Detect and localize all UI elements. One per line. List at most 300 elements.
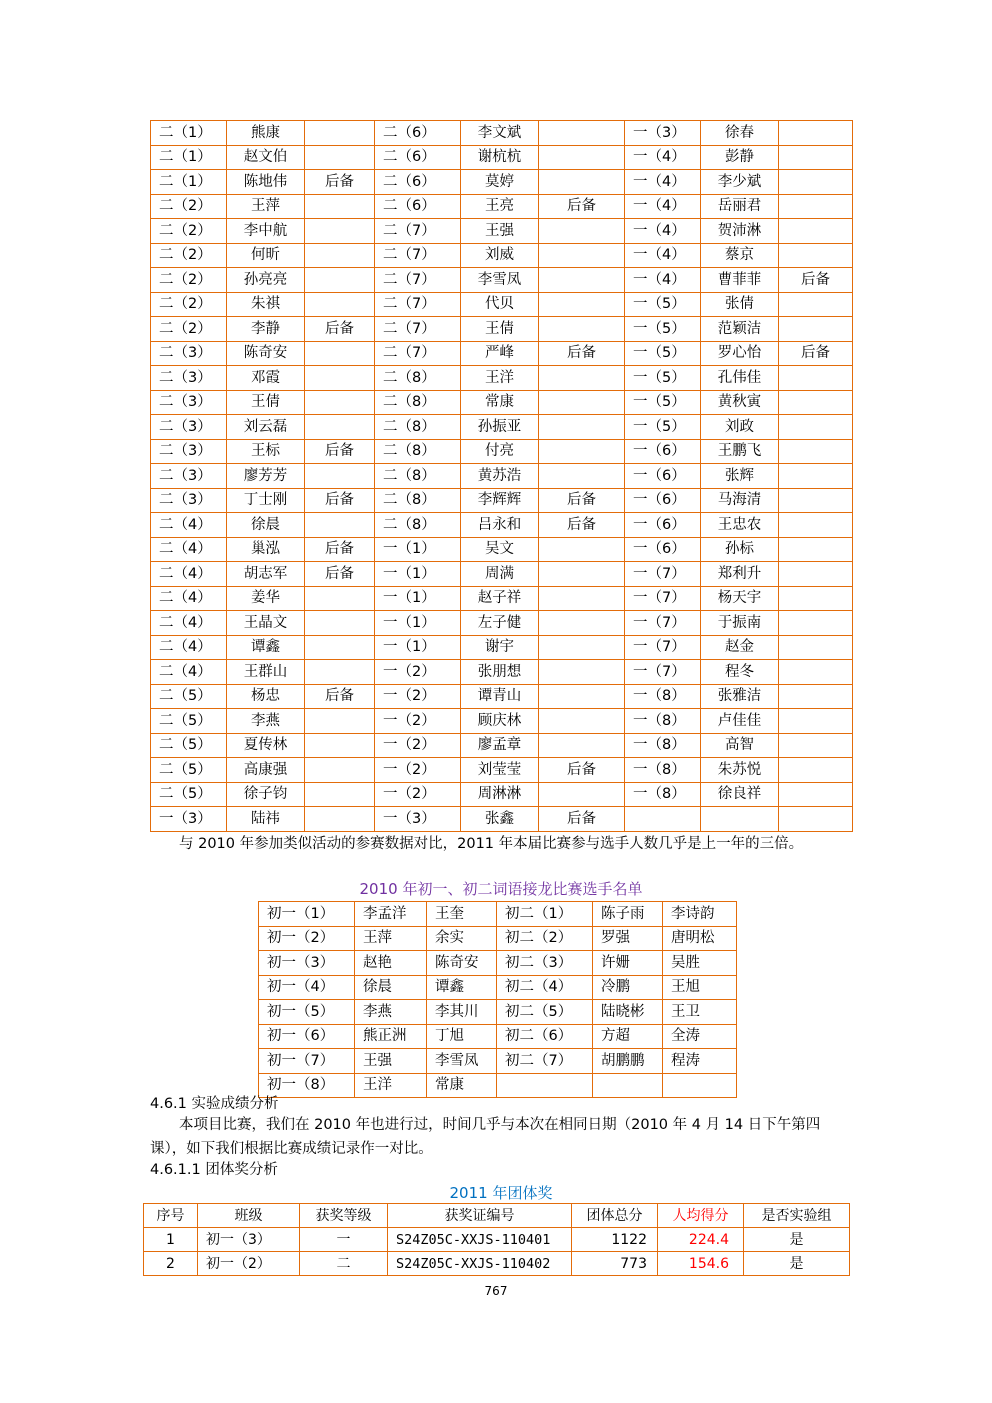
table-cell: 一（1） <box>375 537 461 562</box>
table-cell: 李燕 <box>355 1000 427 1025</box>
table-cell <box>539 684 625 709</box>
table-cell <box>539 170 625 195</box>
roster-row <box>151 758 853 783</box>
table-cell <box>539 219 625 244</box>
table-cell: 胡鹏鹏 <box>593 1049 663 1074</box>
table-cell <box>305 390 375 415</box>
table-cell: 王萍 <box>227 194 305 219</box>
table-cell: 王倩 <box>461 317 539 342</box>
list-2010-row <box>259 1049 737 1074</box>
table-cell: 后备 <box>305 488 375 513</box>
table-cell <box>539 145 625 170</box>
table-cell: 一（4） <box>625 268 701 293</box>
table-cell <box>539 317 625 342</box>
table-cell <box>625 807 701 832</box>
table-cell: 黄秋寅 <box>701 390 779 415</box>
table-cell: 赵金 <box>701 635 779 660</box>
table-cell: 谢杭杭 <box>461 145 539 170</box>
roster-row <box>151 415 853 440</box>
table-cell <box>305 758 375 783</box>
table-cell: 代贝 <box>461 292 539 317</box>
table-cell <box>539 562 625 587</box>
table-cell: S24Z05C-XXJS-110402 <box>388 1252 572 1276</box>
table-cell: 初一（8） <box>259 1073 355 1098</box>
table-cell: 224.4 <box>658 1228 744 1252</box>
table-cell <box>539 439 625 464</box>
table-cell: 杨忠 <box>227 684 305 709</box>
table-cell: 初二（5） <box>497 1000 593 1025</box>
table-cell: 1122 <box>572 1228 658 1252</box>
roster-row <box>151 513 853 538</box>
header-class: 班级 <box>198 1204 300 1228</box>
roster-row <box>151 537 853 562</box>
table-cell <box>305 145 375 170</box>
table-cell: 初一（6） <box>259 1024 355 1049</box>
section-heading-4-6-1: 4.6.1 实验成绩分析 <box>150 1096 279 1112</box>
list-2010-caption: 2010 年初一、初二词语接龙比赛选手名单 <box>359 880 643 898</box>
table-cell: 二（3） <box>151 464 227 489</box>
table-cell: 常康 <box>461 390 539 415</box>
roster-row <box>151 170 853 195</box>
table-cell: 一（1） <box>375 562 461 587</box>
roster-body <box>151 121 853 832</box>
table-cell: 王强 <box>355 1049 427 1074</box>
roster-row <box>151 268 853 293</box>
table-cell <box>305 709 375 734</box>
table-cell: 初二（3） <box>497 951 593 976</box>
table-cell: 二（8） <box>375 488 461 513</box>
table-cell: 王晶文 <box>227 611 305 636</box>
header-index: 序号 <box>144 1204 198 1228</box>
table-cell: 刘政 <box>701 415 779 440</box>
table-cell <box>779 537 853 562</box>
table-cell <box>663 1073 737 1098</box>
table-cell <box>779 635 853 660</box>
table-cell: 后备 <box>539 341 625 366</box>
table-cell <box>779 807 853 832</box>
table-cell: 初一（1） <box>259 902 355 927</box>
table-cell: 一（5） <box>625 317 701 342</box>
table-cell: S24Z05C-XXJS-110401 <box>388 1228 572 1252</box>
table-cell: 张朋想 <box>461 660 539 685</box>
table-cell: 王群山 <box>227 660 305 685</box>
table-cell <box>539 268 625 293</box>
table-cell: 黄苏浩 <box>461 464 539 489</box>
roster-row <box>151 243 853 268</box>
table-cell: 一（6） <box>625 488 701 513</box>
table-cell: 二（4） <box>151 537 227 562</box>
table-cell: 王洋 <box>461 366 539 391</box>
table-cell <box>779 390 853 415</box>
table-cell: 二（8） <box>375 366 461 391</box>
table-cell: 何昕 <box>227 243 305 268</box>
table-cell: 朱祺 <box>227 292 305 317</box>
table-cell: 熊康 <box>227 121 305 146</box>
table-cell: 丁士刚 <box>227 488 305 513</box>
table-cell: 二（7） <box>375 243 461 268</box>
table-cell: 陈奇安 <box>227 341 305 366</box>
list-2010-body <box>259 902 737 1098</box>
table-cell: 一（3） <box>625 121 701 146</box>
table-cell: 二（2） <box>151 219 227 244</box>
table-cell: 二（4） <box>151 586 227 611</box>
table-cell: 贺沛淋 <box>701 219 779 244</box>
roster-row <box>151 635 853 660</box>
table-cell: 一（7） <box>625 562 701 587</box>
table-cell <box>779 709 853 734</box>
table-cell: 后备 <box>539 513 625 538</box>
table-cell: 张辉 <box>701 464 779 489</box>
table-cell: 二（2） <box>151 268 227 293</box>
table-cell <box>539 660 625 685</box>
roster-row <box>151 145 853 170</box>
table-cell: 全涛 <box>663 1024 737 1049</box>
table-cell <box>539 733 625 758</box>
table-cell: 二（7） <box>375 292 461 317</box>
table-cell: 程冬 <box>701 660 779 685</box>
table-cell: 莫婷 <box>461 170 539 195</box>
table-cell: 二（3） <box>151 439 227 464</box>
table-cell: 二（4） <box>151 611 227 636</box>
table-cell: 徐晨 <box>227 513 305 538</box>
table-cell: 初一（7） <box>259 1049 355 1074</box>
table-cell: 二（4） <box>151 635 227 660</box>
table-cell: 二（1） <box>151 145 227 170</box>
team-header-row <box>144 1204 850 1228</box>
table-cell: 一（8） <box>625 782 701 807</box>
table-cell: 周淋淋 <box>461 782 539 807</box>
table-cell <box>779 415 853 440</box>
table-cell <box>779 464 853 489</box>
table-cell <box>305 807 375 832</box>
table-cell: 李燕 <box>227 709 305 734</box>
table-cell: 王强 <box>461 219 539 244</box>
table-cell <box>305 782 375 807</box>
table-cell: 王标 <box>227 439 305 464</box>
table-cell: 熊正洲 <box>355 1024 427 1049</box>
table-cell: 一（2） <box>375 733 461 758</box>
table-cell: 曹菲菲 <box>701 268 779 293</box>
table-cell: 一（4） <box>625 243 701 268</box>
table-cell: 二（5） <box>151 709 227 734</box>
table-cell: 二（3） <box>151 341 227 366</box>
table-cell <box>779 562 853 587</box>
table-cell: 赵艳 <box>355 951 427 976</box>
table-cell <box>779 366 853 391</box>
table-cell: 左子健 <box>461 611 539 636</box>
team-row <box>144 1252 850 1276</box>
header-average-score: 人均得分 <box>658 1204 744 1228</box>
table-cell <box>305 586 375 611</box>
table-cell <box>701 807 779 832</box>
table-cell: 谭鑫 <box>227 635 305 660</box>
table-cell <box>305 611 375 636</box>
table-cell: 二（4） <box>151 562 227 587</box>
table-cell <box>779 121 853 146</box>
table-cell: 巢泓 <box>227 537 305 562</box>
table-cell: 后备 <box>305 537 375 562</box>
table-cell: 二（4） <box>151 660 227 685</box>
team-award-caption: 2011 年团体奖 <box>449 1184 553 1202</box>
roster-row <box>151 464 853 489</box>
table-cell: 二（7） <box>375 341 461 366</box>
table-cell <box>539 243 625 268</box>
table-cell: 姜华 <box>227 586 305 611</box>
table-cell: 一（5） <box>625 292 701 317</box>
table-cell <box>305 292 375 317</box>
table-cell: 孔伟佳 <box>701 366 779 391</box>
table-cell: 陈奇安 <box>427 951 497 976</box>
table-cell: 王亮 <box>461 194 539 219</box>
table-cell: 一（2） <box>375 709 461 734</box>
table-cell: 二（8） <box>375 390 461 415</box>
table-cell <box>539 390 625 415</box>
table-cell: 二（2） <box>151 292 227 317</box>
table-cell <box>539 415 625 440</box>
table-cell: 罗强 <box>593 926 663 951</box>
roster-row <box>151 219 853 244</box>
table-cell: 李雪凤 <box>427 1049 497 1074</box>
table-cell: 一（3） <box>375 807 461 832</box>
table-cell: 初一（2） <box>198 1252 300 1276</box>
table-cell: 一（1） <box>375 586 461 611</box>
table-cell <box>779 733 853 758</box>
table-cell: 刘莹莹 <box>461 758 539 783</box>
table-cell: 后备 <box>779 341 853 366</box>
table-cell: 邓霞 <box>227 366 305 391</box>
table-cell: 王忠农 <box>701 513 779 538</box>
table-cell: 余实 <box>427 926 497 951</box>
table-cell: 岳丽君 <box>701 194 779 219</box>
list-2010-row <box>259 1024 737 1049</box>
table-cell: 刘威 <box>461 243 539 268</box>
table-cell: 一（8） <box>625 733 701 758</box>
table-cell <box>779 488 853 513</box>
table-cell: 二（8） <box>375 439 461 464</box>
table-cell <box>539 782 625 807</box>
table-cell: 丁旭 <box>427 1024 497 1049</box>
table-cell <box>539 537 625 562</box>
table-cell: 二（7） <box>375 317 461 342</box>
table-cell: 胡志军 <box>227 562 305 587</box>
table-cell: 刘云磊 <box>227 415 305 440</box>
table-cell: 初一（3） <box>198 1228 300 1252</box>
table-cell: 初一（4） <box>259 975 355 1000</box>
table-cell: 一（2） <box>375 758 461 783</box>
table-cell: 王奎 <box>427 902 497 927</box>
list-2010-table <box>258 901 737 1098</box>
table-cell: 一（1） <box>375 635 461 660</box>
table-cell: 郑利升 <box>701 562 779 587</box>
roster-row <box>151 660 853 685</box>
table-cell: 二（1） <box>151 121 227 146</box>
roster-row <box>151 317 853 342</box>
table-cell: 唐明松 <box>663 926 737 951</box>
table-cell: 严峰 <box>461 341 539 366</box>
table-cell: 后备 <box>305 170 375 195</box>
table-cell: 二（8） <box>375 464 461 489</box>
table-cell: 孙亮亮 <box>227 268 305 293</box>
table-cell: 二（3） <box>151 390 227 415</box>
list-2010-row <box>259 951 737 976</box>
table-cell: 是 <box>744 1252 850 1276</box>
table-cell: 王卫 <box>663 1000 737 1025</box>
table-cell: 初一（2） <box>259 926 355 951</box>
roster-row <box>151 366 853 391</box>
roster-row <box>151 194 853 219</box>
table-cell: 一（7） <box>625 660 701 685</box>
table-cell: 一（8） <box>625 758 701 783</box>
roster-row <box>151 782 853 807</box>
table-cell <box>779 586 853 611</box>
table-cell: 二（2） <box>151 317 227 342</box>
table-cell: 二（6） <box>375 194 461 219</box>
table-cell: 一 <box>300 1228 388 1252</box>
table-cell: 773 <box>572 1252 658 1276</box>
table-cell: 二（5） <box>151 684 227 709</box>
table-cell: 徐春 <box>701 121 779 146</box>
table-cell <box>539 635 625 660</box>
table-cell: 李少斌 <box>701 170 779 195</box>
table-cell: 二 <box>300 1252 388 1276</box>
table-cell: 一（4） <box>625 145 701 170</box>
table-cell: 朱苏悦 <box>701 758 779 783</box>
list-2010-row <box>259 1000 737 1025</box>
table-cell: 154.6 <box>658 1252 744 1276</box>
table-cell <box>779 170 853 195</box>
table-cell <box>779 660 853 685</box>
table-cell: 初二（7） <box>497 1049 593 1074</box>
table-cell: 一（5） <box>625 341 701 366</box>
table-cell: 初二（2） <box>497 926 593 951</box>
table-cell <box>779 684 853 709</box>
table-cell: 彭静 <box>701 145 779 170</box>
table-cell <box>539 366 625 391</box>
roster-row <box>151 488 853 513</box>
header-certificate-number: 获奖证编号 <box>388 1204 572 1228</box>
table-cell: 后备 <box>539 807 625 832</box>
table-cell: 李其川 <box>427 1000 497 1025</box>
table-cell: 二（2） <box>151 194 227 219</box>
table-cell: 徐晨 <box>355 975 427 1000</box>
table-cell: 二（8） <box>375 513 461 538</box>
table-cell: 二（4） <box>151 513 227 538</box>
roster-row <box>151 390 853 415</box>
table-cell: 方超 <box>593 1024 663 1049</box>
table-cell <box>539 292 625 317</box>
roster-row <box>151 611 853 636</box>
table-cell: 李辉辉 <box>461 488 539 513</box>
header-experimental-group: 是否实验组 <box>744 1204 850 1228</box>
table-cell <box>779 513 853 538</box>
table-cell: 孙振亚 <box>461 415 539 440</box>
table-cell: 徐良祥 <box>701 782 779 807</box>
table-cell <box>305 366 375 391</box>
table-cell: 一（5） <box>625 390 701 415</box>
table-cell: 吕永和 <box>461 513 539 538</box>
table-cell: 二（7） <box>375 268 461 293</box>
table-cell: 后备 <box>305 562 375 587</box>
table-cell: 王旭 <box>663 975 737 1000</box>
experiment-paragraph: 本项目比赛，我们在 2010 年也进行过，时间几乎与本次在相同日期（2010 年 4 月 14 日下午第四课），如下我们根据比赛成绩记录作一对比。 <box>150 1117 821 1157</box>
table-cell: 1 <box>144 1228 198 1252</box>
table-cell <box>305 341 375 366</box>
roster-table <box>150 120 853 832</box>
list-2010-row <box>259 902 737 927</box>
table-cell: 赵子祥 <box>461 586 539 611</box>
table-cell: 高康强 <box>227 758 305 783</box>
table-cell: 一（4） <box>625 219 701 244</box>
table-cell: 二（6） <box>375 145 461 170</box>
table-cell: 卢佳佳 <box>701 709 779 734</box>
table-cell <box>305 194 375 219</box>
table-cell: 后备 <box>539 194 625 219</box>
table-cell: 2 <box>144 1252 198 1276</box>
table-cell: 王鹏飞 <box>701 439 779 464</box>
table-cell: 张倩 <box>701 292 779 317</box>
table-cell <box>305 513 375 538</box>
table-cell: 二（1） <box>151 170 227 195</box>
roster-row <box>151 341 853 366</box>
table-cell: 李文斌 <box>461 121 539 146</box>
table-cell: 一（8） <box>625 684 701 709</box>
table-cell: 初二（4） <box>497 975 593 1000</box>
table-cell: 李雪凤 <box>461 268 539 293</box>
table-cell: 马海清 <box>701 488 779 513</box>
table-cell: 后备 <box>539 488 625 513</box>
table-cell: 一（6） <box>625 513 701 538</box>
table-cell: 二（5） <box>151 733 227 758</box>
table-cell: 是 <box>744 1228 850 1252</box>
table-cell <box>305 733 375 758</box>
table-cell <box>779 317 853 342</box>
roster-row <box>151 684 853 709</box>
table-cell: 徐子钧 <box>227 782 305 807</box>
table-cell: 后备 <box>305 439 375 464</box>
table-cell: 冷鹏 <box>593 975 663 1000</box>
list-2010-row <box>259 975 737 1000</box>
table-cell: 陈地伟 <box>227 170 305 195</box>
table-cell <box>779 243 853 268</box>
table-cell: 杨天宇 <box>701 586 779 611</box>
roster-row <box>151 439 853 464</box>
table-cell: 周满 <box>461 562 539 587</box>
table-cell: 一（4） <box>625 170 701 195</box>
roster-row <box>151 586 853 611</box>
team-award-table <box>143 1203 850 1276</box>
table-cell: 二（5） <box>151 758 227 783</box>
table-cell <box>305 243 375 268</box>
table-cell: 一（6） <box>625 464 701 489</box>
roster-row <box>151 562 853 587</box>
table-cell <box>593 1073 663 1098</box>
table-cell: 陈子雨 <box>593 902 663 927</box>
table-cell: 孙标 <box>701 537 779 562</box>
table-cell <box>779 611 853 636</box>
comparison-paragraph: 与 2010 年参加类似活动的参赛数据对比，2011 年本届比赛参与选手人数几乎是上一年的三倍。 <box>179 836 804 852</box>
table-cell: 二（3） <box>151 488 227 513</box>
table-cell <box>539 611 625 636</box>
table-cell: 李静 <box>227 317 305 342</box>
table-cell: 后备 <box>779 268 853 293</box>
table-cell: 一（7） <box>625 635 701 660</box>
table-cell: 一（2） <box>375 782 461 807</box>
table-cell <box>539 709 625 734</box>
table-cell: 陆祎 <box>227 807 305 832</box>
table-cell: 二（3） <box>151 366 227 391</box>
table-cell: 蔡京 <box>701 243 779 268</box>
table-cell: 一（5） <box>625 366 701 391</box>
